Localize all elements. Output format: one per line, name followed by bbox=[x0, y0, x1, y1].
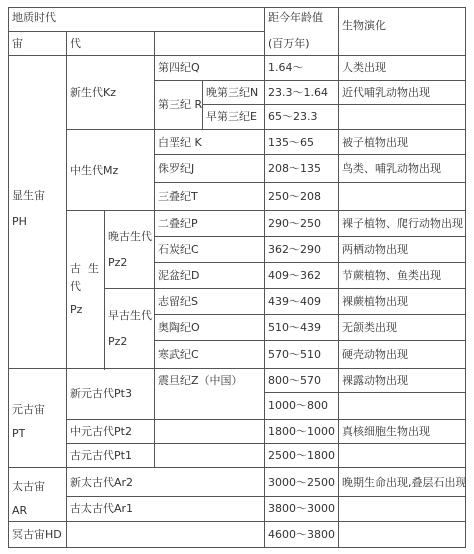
ago-ar1: 3800～3000 bbox=[268, 502, 335, 515]
evo-p: 裸子植物、爬行动物出现 bbox=[342, 217, 463, 230]
ago-k: 135～65 bbox=[268, 136, 314, 149]
eon-ar-abbr: AR bbox=[12, 504, 28, 517]
grid-line bbox=[154, 31, 155, 467]
period-cm: 寒武纪C bbox=[158, 348, 199, 361]
period-z: 震旦纪Z（中国） bbox=[158, 374, 243, 387]
period-j: 侏罗纪J bbox=[158, 162, 195, 175]
era-late-pz-abbr: Pz2 bbox=[108, 256, 128, 269]
era-mz: 中生代Mz bbox=[70, 164, 119, 177]
evo-q: 人类出现 bbox=[342, 61, 386, 74]
header-ago: 距今年龄值 bbox=[268, 11, 323, 24]
period-c: 石炭纪C bbox=[158, 243, 199, 256]
grid-line bbox=[202, 104, 466, 105]
evo-n: 近代哺乳动物出现 bbox=[342, 86, 430, 99]
grid-line bbox=[154, 262, 466, 263]
evo-k: 被子植物出现 bbox=[342, 136, 408, 149]
ago-pt2: 1800～1000 bbox=[268, 425, 335, 438]
period-d: 泥盆纪D bbox=[158, 269, 200, 282]
grid-line bbox=[66, 419, 466, 420]
header-eon: 宙 bbox=[12, 37, 23, 50]
ago-o: 510～439 bbox=[268, 321, 321, 334]
grid-line bbox=[154, 314, 466, 315]
era-early-pz: 早古生代 bbox=[108, 309, 152, 322]
period-tertiary: 第三纪 R bbox=[158, 98, 203, 111]
grid-line bbox=[8, 31, 264, 32]
ago-pt3b: 1000～800 bbox=[268, 399, 328, 412]
period-early-tertiary: 早第三纪E bbox=[206, 110, 257, 123]
grid-line bbox=[264, 392, 466, 393]
era-pz-char1: 古 bbox=[70, 262, 81, 275]
grid-line bbox=[66, 443, 466, 444]
grid-line bbox=[154, 236, 466, 237]
grid-line bbox=[66, 210, 466, 211]
ago-p: 290～250 bbox=[268, 217, 321, 230]
grid-line bbox=[8, 467, 466, 468]
grid-line bbox=[154, 182, 466, 183]
evo-o: 无颌类出现 bbox=[342, 321, 397, 334]
eon-pt-abbr: PT bbox=[12, 427, 26, 440]
ago-d: 409～362 bbox=[268, 269, 321, 282]
era-pz-char3: 代 bbox=[70, 280, 81, 293]
header-era: 代 bbox=[70, 37, 81, 50]
ago-j: 208～135 bbox=[268, 162, 321, 175]
ago-cm: 570～510 bbox=[268, 348, 321, 361]
ago-hd: 4600～3800 bbox=[268, 528, 335, 541]
evo-cm: 硬壳动物出现 bbox=[342, 348, 408, 361]
ago-t: 250～208 bbox=[268, 190, 321, 203]
era-early-pz-abbr: Pz2 bbox=[108, 335, 128, 348]
grid-line bbox=[154, 340, 466, 341]
ago-ar2: 3000～2500 bbox=[268, 476, 335, 489]
grid-line bbox=[104, 288, 466, 289]
period-q: 第四纪Q bbox=[158, 61, 200, 74]
period-s: 志留纪S bbox=[158, 295, 198, 308]
era-late-pz: 晚古生代 bbox=[108, 230, 152, 243]
era-ar1: 古太古代Ar1 bbox=[70, 502, 134, 515]
period-o: 奥陶纪O bbox=[158, 321, 200, 334]
eon-ar-name: 太古宙 bbox=[12, 480, 45, 493]
grid-line bbox=[8, 368, 466, 369]
ago-pt1: 2500～1800 bbox=[268, 449, 335, 462]
era-pz-char2: 生 bbox=[88, 262, 99, 275]
table-border-bottom bbox=[8, 547, 466, 548]
period-k: 白垩纪 K bbox=[158, 136, 202, 149]
evo-z: 裸露动物出现 bbox=[342, 374, 408, 387]
table-border-top bbox=[8, 7, 466, 8]
eon-hd-name: 冥古宙HD bbox=[12, 528, 62, 541]
era-pz-abbr: Pz bbox=[70, 303, 83, 316]
evo-c: 两栖动物出现 bbox=[342, 243, 408, 256]
ago-z: 800～570 bbox=[268, 374, 321, 387]
period-t: 三叠纪T bbox=[158, 190, 198, 203]
eon-ph-name: 显生宙 bbox=[12, 189, 45, 202]
ago-q: 1.64～ bbox=[268, 61, 304, 74]
header-era-time: 地质时代 bbox=[12, 11, 56, 24]
grid-line bbox=[8, 521, 466, 522]
evo-pt2: 真核细胞生物出现 bbox=[342, 425, 430, 438]
era-pt3: 新元古代Pt3 bbox=[70, 387, 132, 400]
header-ago-unit: (百万年) bbox=[268, 37, 310, 50]
ago-c: 362～290 bbox=[268, 243, 321, 256]
grid-line bbox=[66, 129, 466, 130]
ago-n: 23.3～1.64 bbox=[268, 86, 328, 99]
era-kz: 新生代Kz bbox=[70, 86, 116, 99]
evo-ar2: 晚期生命出现,叠层石出现 bbox=[342, 476, 467, 489]
grid-line bbox=[104, 210, 105, 370]
grid-line bbox=[154, 80, 466, 81]
era-pt1: 古元古代Pt1 bbox=[70, 449, 132, 462]
ago-e: 65～23.3 bbox=[268, 110, 318, 123]
period-p: 二叠纪P bbox=[158, 217, 198, 230]
era-ar2: 新太古代Ar2 bbox=[70, 476, 134, 489]
header-evolution: 生物演化 bbox=[342, 19, 386, 32]
grid-line bbox=[154, 154, 466, 155]
grid-line bbox=[66, 31, 67, 548]
evo-d: 节蕨植物、鱼类出现 bbox=[342, 269, 441, 282]
era-pt2: 中元古代Pt2 bbox=[70, 425, 132, 438]
grid-line bbox=[66, 496, 466, 497]
eon-ph-abbr: PH bbox=[12, 215, 27, 228]
eon-pt-name: 元古宙 bbox=[12, 403, 45, 416]
ago-s: 439～409 bbox=[268, 295, 321, 308]
period-late-tertiary: 晚第三纪N bbox=[206, 86, 259, 99]
evo-s: 裸蕨植物出现 bbox=[342, 295, 408, 308]
grid-line bbox=[8, 55, 466, 56]
evo-j: 鸟类、哺乳动物出现 bbox=[342, 162, 441, 175]
